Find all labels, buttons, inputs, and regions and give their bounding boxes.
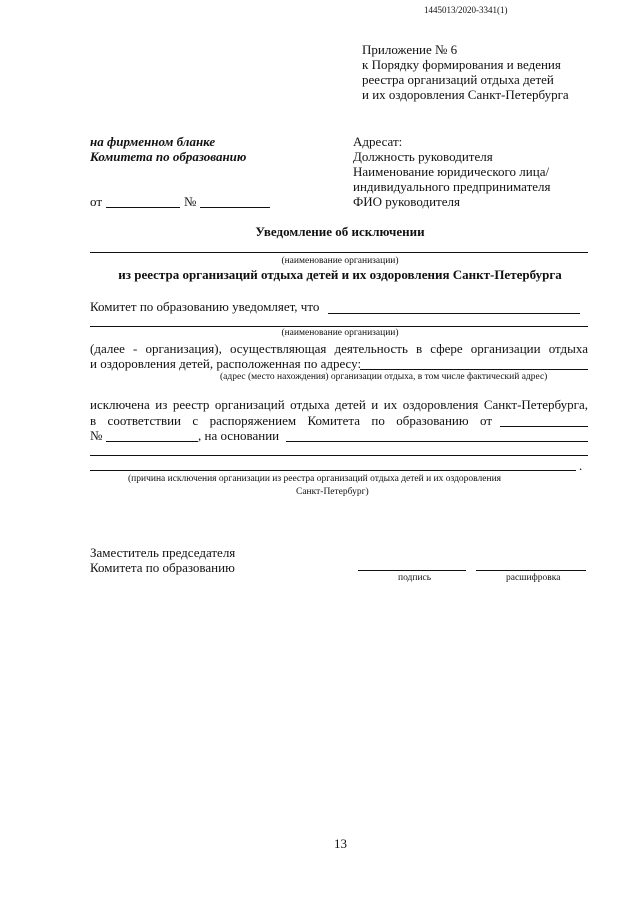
- further-line-2: и оздоровления детей, расположенная по адресу:: [90, 356, 362, 371]
- document-id: 1445013/2020-3341(1): [424, 5, 508, 15]
- org-name-caption: (наименование организации): [281, 256, 399, 266]
- page-number: 13: [334, 836, 347, 851]
- org-name-blank: [90, 252, 588, 253]
- number-blank: [200, 207, 270, 208]
- reason-end-dot: .: [579, 458, 583, 473]
- decode-caption: расшифровка: [506, 573, 561, 583]
- reason-blank-1: [90, 455, 588, 456]
- order-number-label: №: [90, 428, 103, 443]
- further-line-1: (далее - организация), осуществляющая деятельность в сфере организации отдыха: [90, 341, 588, 356]
- basis-blank: [286, 441, 588, 442]
- letterhead-line-2: Комитета по образованию: [90, 149, 247, 164]
- addressee-position: Должность руководителя: [353, 149, 493, 164]
- date-blank: [106, 207, 180, 208]
- reason-blank-2: [90, 470, 576, 471]
- addressee-label: Адресат:: [353, 134, 403, 149]
- number-label: №: [184, 194, 197, 209]
- signature-blank: [358, 570, 466, 571]
- reason-caption-1: (причина исключения организации из реестра организаций отдыха детей и их оздоровления: [128, 474, 502, 484]
- addressee-fio: ФИО руководителя: [353, 194, 460, 209]
- addressee-entity-1: Наименование юридического лица/: [353, 164, 550, 179]
- appendix-line-2: реестра организаций отдыха детей: [362, 72, 554, 87]
- org-name-caption-2: (наименование организации): [281, 328, 399, 338]
- order-date-blank: [500, 426, 588, 427]
- document-subtitle: из реестра организаций отдыха детей и их оздоровления Санкт-Петербурга: [118, 267, 562, 282]
- address-caption: (адрес (место нахождения) организации отдыха, в том числе фактический адрес): [220, 372, 548, 382]
- letterhead-line-1: на фирменном бланке: [90, 134, 216, 149]
- date-from-label: от: [90, 194, 103, 209]
- appendix-number: Приложение № 6: [362, 42, 458, 57]
- excluded-line-1: исключена из реестр организаций отдыха детей и их оздоровления Санкт-Петербурга,: [90, 397, 588, 412]
- appendix-line-1: к Порядку формирования и ведения: [362, 57, 561, 72]
- excluded-line-2: в соответствии с распоряжением Комитета по образованию от: [90, 413, 492, 428]
- document-title: Уведомление об исключении: [255, 224, 425, 239]
- signature-caption: подпись: [398, 573, 432, 583]
- reason-caption-2: Санкт-Петербург): [296, 487, 369, 497]
- addressee-entity-2: индивидуального предпринимателя: [353, 179, 551, 194]
- org-name-blank-2b: [90, 326, 588, 327]
- basis-label: , на основании: [198, 428, 280, 443]
- signer-position-1: Заместитель председателя: [90, 545, 236, 560]
- address-blank: [360, 369, 588, 370]
- committee-notifies-text: Комитет по образованию уведомляет, что: [90, 299, 320, 314]
- signer-position-2: Комитета по образованию: [90, 560, 235, 575]
- appendix-line-3: и их оздоровления Санкт-Петербурга: [362, 87, 569, 102]
- org-name-blank-2a: [328, 313, 580, 314]
- order-number-blank: [106, 441, 198, 442]
- decode-blank: [476, 570, 586, 571]
